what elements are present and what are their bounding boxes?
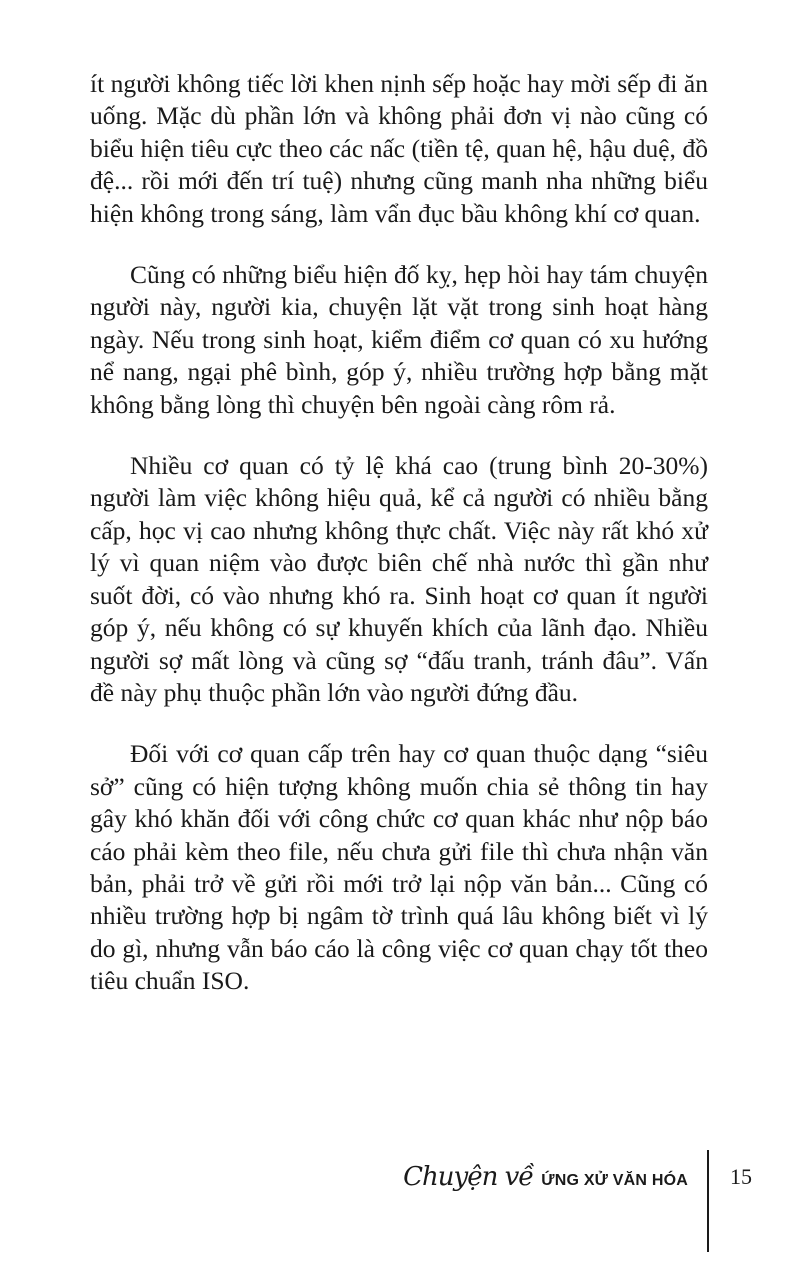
series-script-title: Chuyện về: [403, 1162, 534, 1192]
footer-divider: [707, 1150, 709, 1252]
series-title: ỨNG XỬ VĂN HÓA: [541, 1172, 688, 1189]
paragraph-1: ít người không tiếc lời khen nịnh sếp hoặc hay mời sếp đi ăn uống. Mặc dù phần lớn và không phải đơn vị nào cũng có biểu hiện tiêu cực theo các nấc (tiền tệ, quan hệ, hậu duệ, đồ đệ... rồi mới đến trí tuệ) nhưng cũng manh nha những biểu hiện không trong sáng, làm vẩn đục bầu không khí cơ quan.: [90, 69, 708, 228]
page-number: 15: [730, 1164, 752, 1189]
paragraph-4: Đối với cơ quan cấp trên hay cơ quan thuộc dạng “siêu sở” cũng có hiện tượng không muốn chia sẻ thông tin hay gây khó khăn đối với công chức cơ quan khác như nộp báo cáo phải kèm theo file, nếu chưa gửi file thì chưa nhận văn bản, phải trở về gửi rồi mới trở lại nộp văn bản... Cũng có nhiều trường hợp bị ngâm tờ trình quá lâu không biết vì lý do gì, nhưng vẫn báo cáo là công việc cơ quan chạy tốt theo tiêu chuẩn ISO.: [90, 739, 708, 996]
running-title: [403, 1162, 688, 1192]
page-footer: [0, 1150, 800, 1260]
page-body: [90, 68, 708, 1027]
paragraph-2: Cũng có những biểu hiện đố kỵ, hẹp hòi hay tám chuyện người này, người kia, chuyện lặt vặt trong sinh hoạt hàng ngày. Nếu trong sinh hoạt, kiểm điểm cơ quan có xu hướng nể nang, ngại phê bình, góp ý, nhiều trường hợp bằng mặt không bằng lòng thì chuyện bên ngoài càng rôm rả.: [90, 260, 708, 419]
paragraph-3: Nhiều cơ quan có tỷ lệ khá cao (trung bình 20-30%) người làm việc không hiệu quả, kể cả người có nhiều bằng cấp, học vị cao nhưng không thực chất. Việc này rất khó xử lý vì quan niệm vào được biên chế nhà nước thì gần như suốt đời, có vào nhưng khó ra. Sinh hoạt cơ quan ít người góp ý, nếu không có sự khuyến khích của lãnh đạo. Nhiều người sợ mất lòng và cũng sợ “đấu tranh, tránh đâu”. Vấn đề này phụ thuộc phần lớn vào người đứng đầu.: [90, 451, 708, 707]
